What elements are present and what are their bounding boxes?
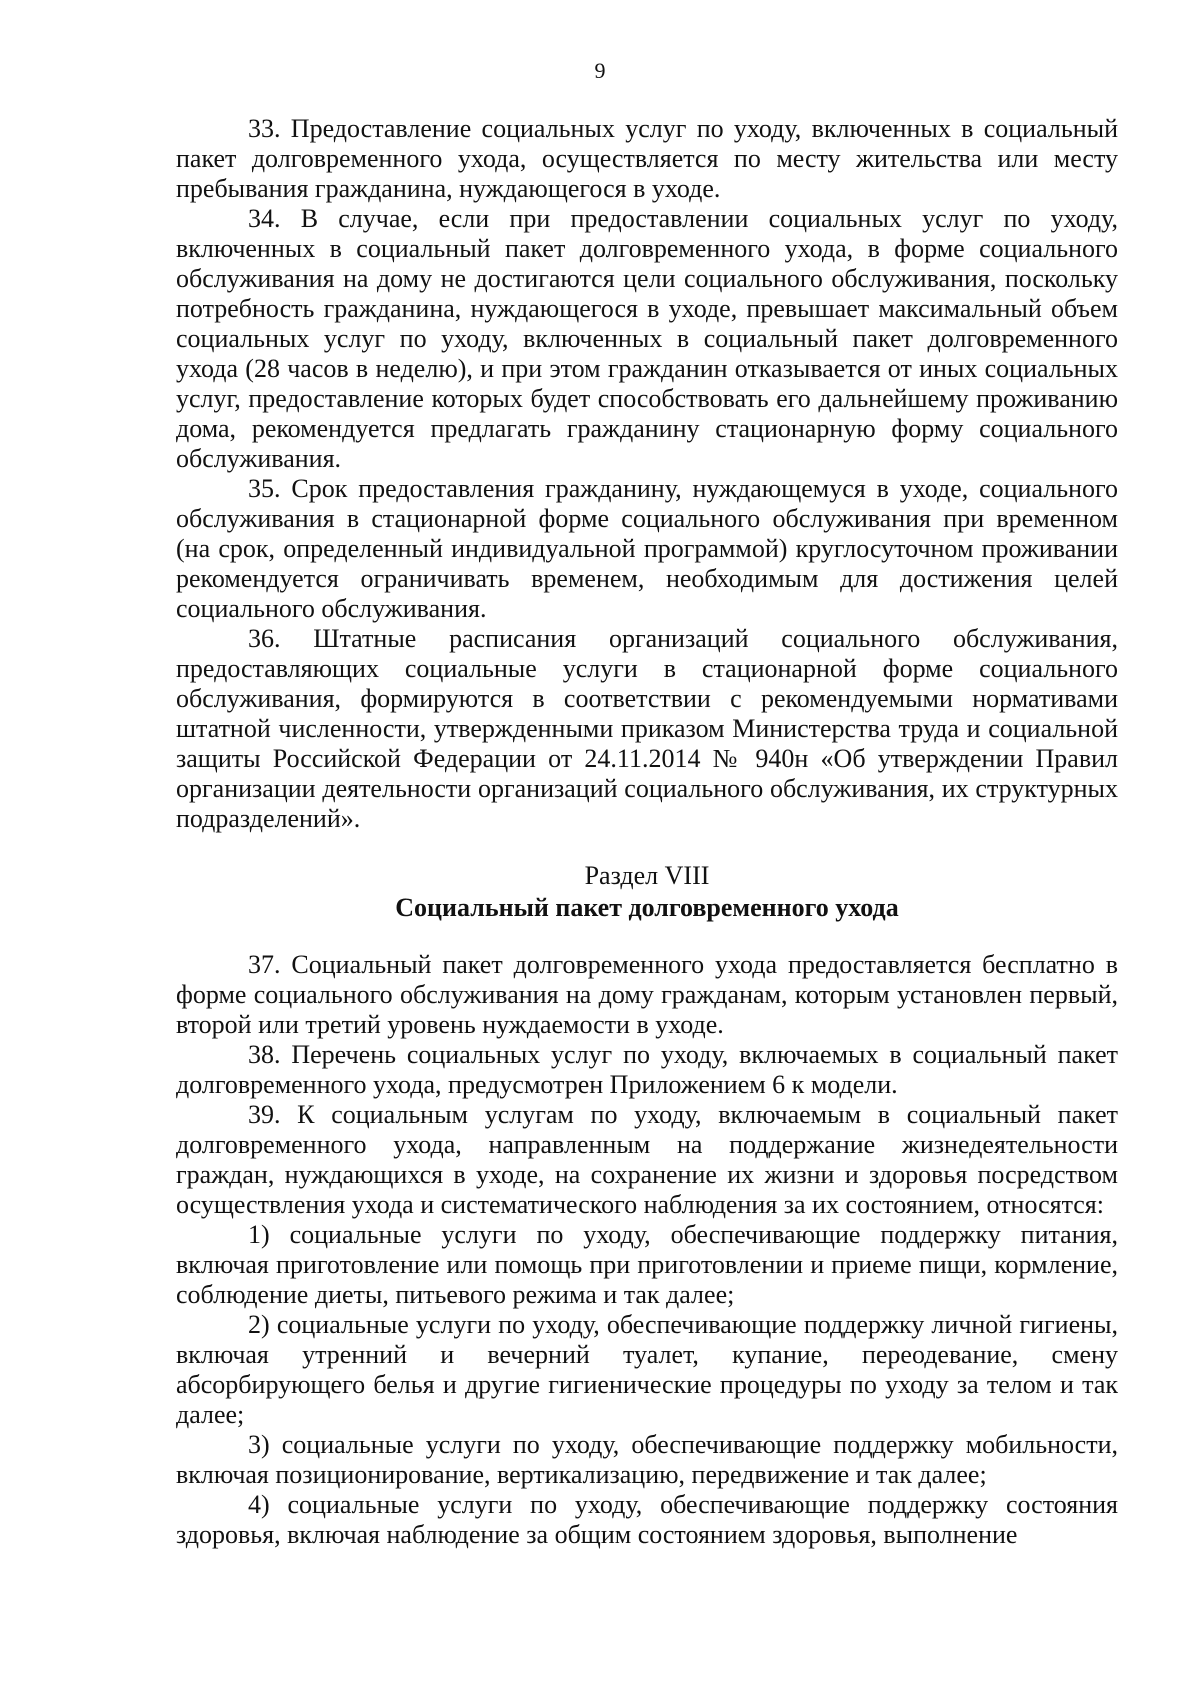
list-item-4: 4) социальные услуги по уходу, обеспечивающие поддержку состояния здоровья, включая наблюдение за общим состоянием здоровья, выполнение <box>176 1490 1118 1549</box>
section-label: Раздел VIII <box>584 861 710 890</box>
page-number: 9 <box>594 58 606 83</box>
list-item-2: 2) социальные услуги по уходу, обеспечивающие поддержку личной гигиены, включая утренний и вечерний туалет, купание, переодевание, смену абсорбирующего белья и другие гигиенические процедуры по уходу за телом и так далее; <box>176 1310 1118 1429</box>
paragraph-37: 37. Социальный пакет долговременного ухода предоставляется бесплатно в форме социального обслуживания на дому гражданам, которым установлен первый, второй или третий уровень нуждаемости в уходе. <box>176 950 1118 1039</box>
paragraph-33: 33. Предоставление социальных услуг по уходу, включенных в социальный пакет долговременного ухода, осуществляется по месту жительства или месту пребывания гражданина, нуждающегося в уходе. <box>176 114 1118 203</box>
section-title: Социальный пакет долговременного ухода <box>395 893 899 922</box>
section-heading <box>176 860 1118 924</box>
paragraph-38: 38. Перечень социальных услуг по уходу, включаемых в социальный пакет долговременного ухода, предусмотрен Приложением 6 к модели. <box>176 1040 1118 1099</box>
list-item-1: 1) социальные услуги по уходу, обеспечивающие поддержку питания, включая приготовление или помощь при приготовлении и приеме пищи, кормление, соблюдение диеты, питьевого режима и так далее; <box>176 1220 1118 1309</box>
paragraph-35: 35. Срок предоставления гражданину, нуждающемуся в уходе, социального обслуживания в стационарной форме социального обслуживания при временном (на срок, определенный индивидуальной программой) круглосуточном проживании рекомендуется ограничивать временем, необходимым для достижения целей социального обслуживания. <box>176 474 1118 623</box>
paragraph-39: 39. К социальным услугам по уходу, включаемым в социальный пакет долговременного ухода, направленным на поддержание жизнедеятельности граждан, нуждающихся в уходе, на сохранение их жизни и здоровья посредством осуществления ухода и систематического наблюдения за их состоянием, относятся: <box>176 1100 1118 1219</box>
document-body <box>176 114 1118 1550</box>
paragraph-36: 36. Штатные расписания организаций социального обслуживания, предоставляющих социальные услуги в стационарной форме социального обслуживания, формируются в соответствии с рекомендуемыми нормативами штатной численности, утвержденными приказом Министерства труда и социальной защиты Российской Федерации от 24.11.2014 № 940н «Об утверждении Правил организации деятельности организаций социального обслуживания, их структурных подразделений». <box>176 624 1118 833</box>
list-item-3: 3) социальные услуги по уходу, обеспечивающие поддержку мобильности, включая позиционирование, вертикализацию, передвижение и так далее; <box>176 1430 1118 1489</box>
paragraph-34: 34. В случае, если при предоставлении социальных услуг по уходу, включенных в социальный пакет долговременного ухода, в форме социального обслуживания на дому не достигаются цели социального обслуживания, поскольку потребность гражданина, нуждающегося в уходе, превышает максимальный объем социальных услуг по уходу, включенных в социальный пакет долговременного ухода (28 часов в неделю), и при этом гражданин отказывается от иных социальных услуг, предоставление которых будет способствовать его дальнейшему проживанию дома, рекомендуется предлагать гражданину стационарную форму социального обслуживания. <box>176 204 1118 473</box>
